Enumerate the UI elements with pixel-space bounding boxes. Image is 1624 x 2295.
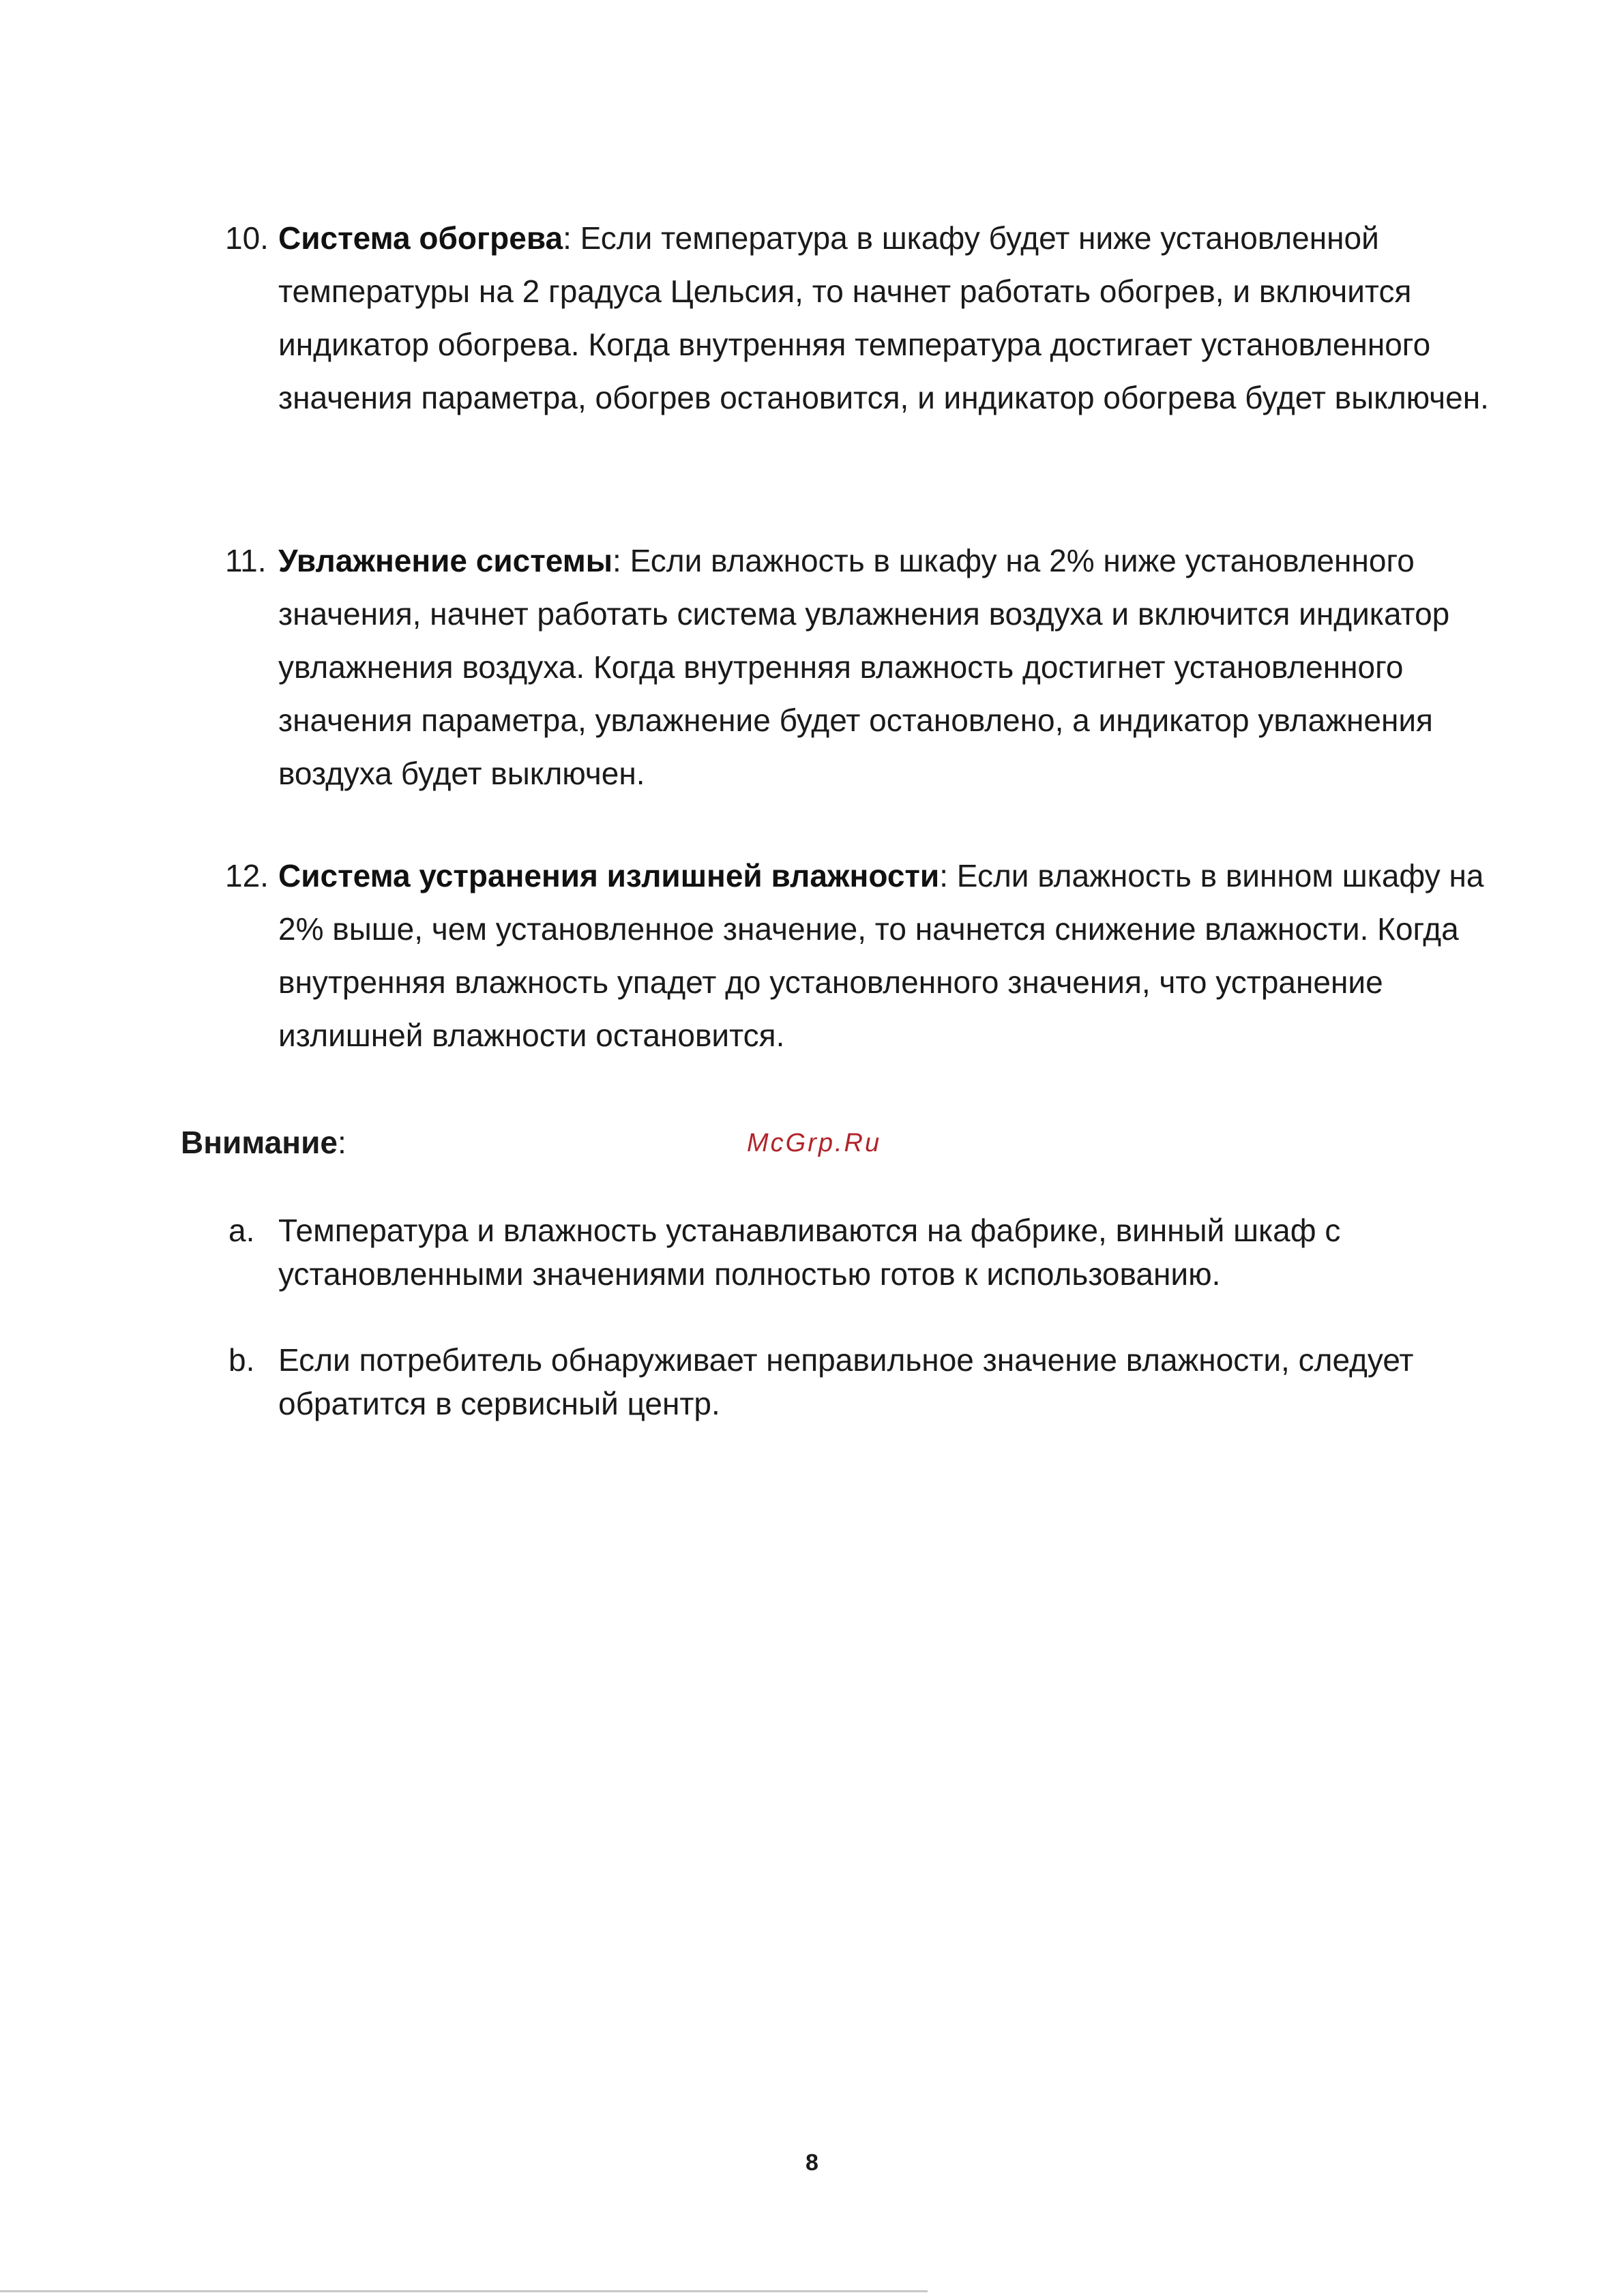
note-letter: a. — [228, 1213, 255, 1248]
note-text: Если потребитель обнаруживает неправильное значение влажности, следует обратится в сервисный центр. — [278, 1342, 1414, 1421]
note-item-b — [228, 1338, 1497, 1425]
note-letter: b. — [228, 1342, 255, 1378]
page-number: 8 — [806, 2150, 818, 2176]
item-text: : Если влажность в винном шкафу на 2% выше, чем установленное значение, то начнется снижение влажности. Когда внутренняя влажность упадет до установленного значения, что устранение излишней влажности остановится. — [278, 858, 1484, 1053]
note-text: Температура и влажность устанавливаются на фабрике, винный шкаф с установленными значениями полностью готов к использованию. — [278, 1213, 1341, 1292]
item-text: : Если влажность в шкафу на 2% ниже установленного значения, начнет работать система увлажнения воздуха и включится индикатор увлажнения воздуха. Когда внутренняя влажность достигнет установленного значения параметра, увлажнение будет остановлено, а индикатор увлажнения воздуха будет выключен. — [278, 543, 1450, 791]
watermark: McGrp.Ru — [747, 1129, 882, 1157]
list-item-dehumidification — [225, 849, 1494, 1062]
attention-heading — [181, 1119, 346, 1166]
item-text: : Если температура в шкафу будет ниже установленной температуры на 2 градуса Цельсия, то начнет работать обогрев, и включится индикатор обогрева. Когда внутренняя температура достигает установленного значения параметра, обогрев остановится, и индикатор обогрева будет выключен. — [278, 220, 1489, 415]
list-item-humidification — [225, 534, 1494, 800]
item-title: Увлажнение системы — [278, 543, 613, 578]
attention-colon: : — [337, 1125, 346, 1160]
bottom-divider — [0, 2290, 928, 2292]
item-title: Система обогрева — [278, 220, 563, 256]
list-item-heating — [225, 211, 1494, 424]
item-title: Система устранения излишней влажности — [278, 858, 940, 893]
item-number: 12. — [225, 858, 269, 893]
note-item-a — [228, 1209, 1497, 1296]
item-number: 10. — [225, 220, 269, 256]
item-number: 11. — [225, 543, 267, 578]
attention-label: Внимание — [181, 1125, 338, 1160]
